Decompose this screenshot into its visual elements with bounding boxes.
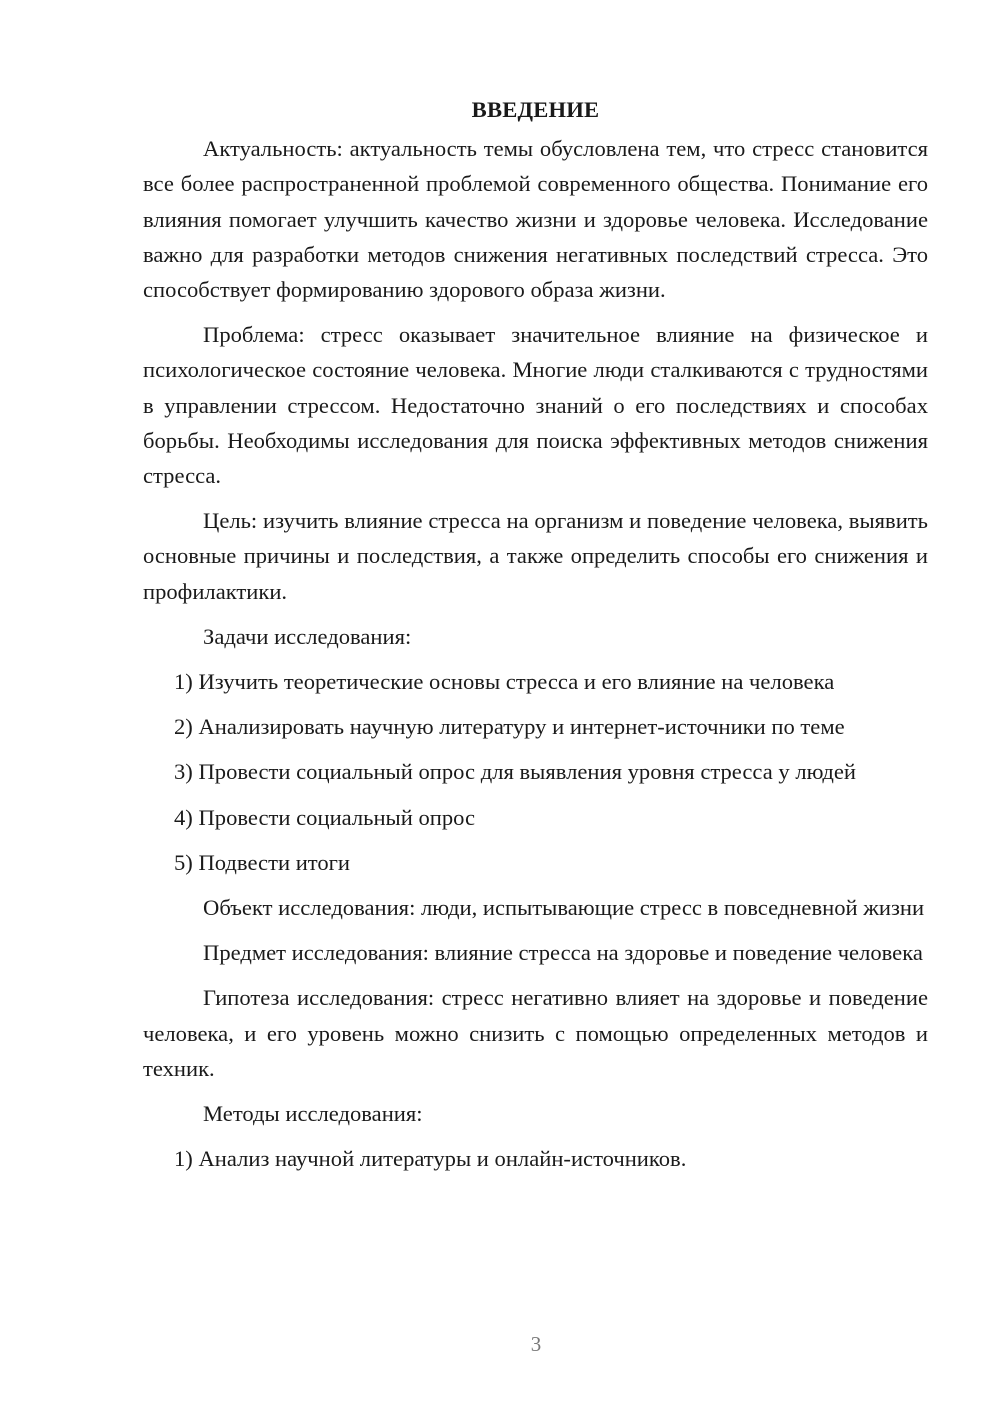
subject-paragraph: Предмет исследования: влияние стресса на здоровье и поведение человека: [203, 940, 923, 966]
task-item: 4) Провести социальный опрос: [174, 804, 476, 830]
task-item: 2) Анализировать научную литературу и интернет-источники по теме: [174, 714, 845, 740]
section-heading: ВВЕДЕНИЕ: [471, 97, 600, 122]
tasks-title: Задачи исследования:: [203, 623, 412, 649]
method-item: 1) Анализ научной литературы и онлайн-источников.: [174, 1146, 687, 1172]
object-paragraph: Объект исследования: люди, испытывающие стресс в повседневной жизни: [203, 895, 925, 921]
problem-paragraph: Проблема: стресс оказывает значительное влияние на физическое и психологическое состояние человека. Многие люди сталкиваются с трудностями в управлении стрессом. Недостаточно знаний о его последствиях и способах борьбы. Необходимы исследования для поиска эффективных методов снижения стресса.: [143, 322, 928, 489]
hypothesis-paragraph: Гипотеза исследования: стресс негативно влияет на здоровье и поведение человека, и его уровень можно снизить с помощью определенных методов и техник.: [143, 985, 928, 1081]
task-item: 3) Провести социальный опрос для выявления уровня стресса у людей: [174, 759, 856, 785]
page-number: 3: [530, 1332, 542, 1356]
methods-title: Методы исследования:: [203, 1101, 423, 1127]
page-content: [143, 92, 928, 1186]
relevance-paragraph: Актуальность: актуальность темы обусловлена тем, что стресс становится все более распространенной проблемой современного общества. Понимание его влияния помогает улучшить качество жизни и здоровье человека. Исследование важно для разработки методов снижения негативных последствий стресса. Это способствует формированию здорового образа жизни.: [143, 136, 928, 303]
task-item: 1) Изучить теоретические основы стресса и его влияние на человека: [174, 669, 835, 695]
task-item: 5) Подвести итоги: [174, 849, 351, 875]
goal-paragraph: Цель: изучить влияние стресса на организм и поведение человека, выявить основные причины и последствия, а также определить способы его снижения и профилактики.: [143, 508, 928, 604]
